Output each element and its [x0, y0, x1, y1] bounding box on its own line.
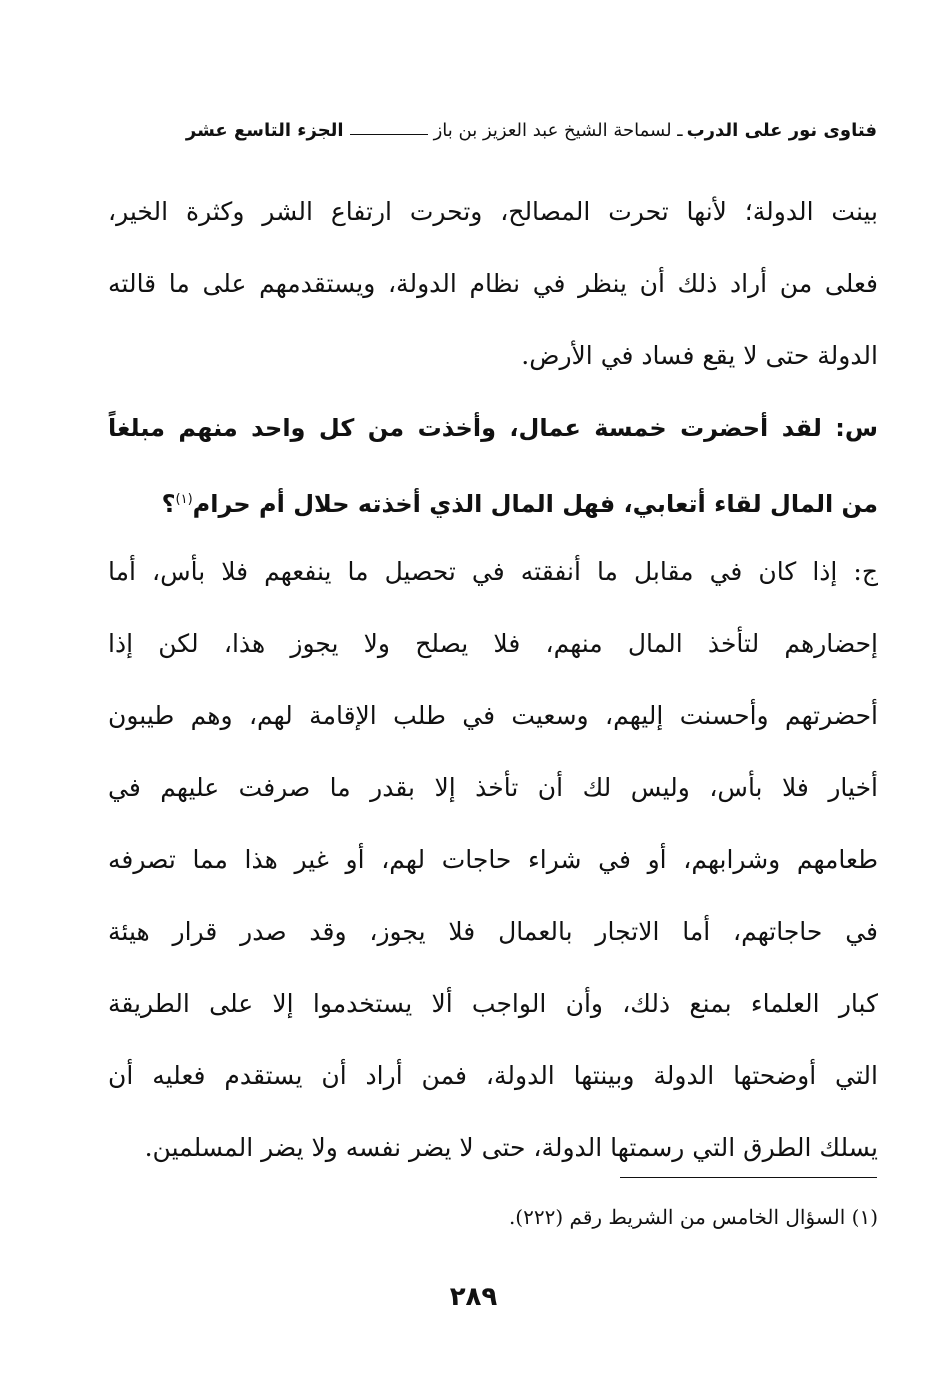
page-number: ٢٨٩ — [449, 1282, 498, 1312]
question-text: من المال لقاء أتعابي، فهل المال الذي أخذته حلال أم حرام — [192, 490, 878, 518]
answer-line: كبار العلماء بمنع ذلك، وأن الواجب ألا يستخدموا إلا على الطريقة — [108, 989, 878, 1018]
intro-line: فعلى من أراد ذلك أن ينظر في نظام الدولة، ويستقدمهم على ما قالته — [108, 269, 878, 298]
answer-line: ج: إذا كان في مقابل ما أنفقته في تحصيل ما ينفعهم فلا بأس، أما — [108, 557, 878, 586]
answer-line: إحضارهم لتأخذ المال منهم، فلا يصلح ولا يجوز هذا، لكن إذا — [108, 629, 878, 658]
header-divider — [350, 134, 428, 135]
answer-line: التي أوضحتها الدولة وبينتها الدولة، فمن أراد أن يستقدم فعليه أن — [108, 1061, 878, 1090]
footnote-reference: (١) — [175, 492, 193, 507]
question-mark: ؟ — [161, 490, 176, 518]
intro-line: الدولة حتى لا يقع فساد في الأرض. — [521, 341, 878, 370]
answer-line: يسلك الطرق التي رسمتها الدولة، حتى لا يضر نفسه ولا يضر المسلمين. — [144, 1133, 878, 1162]
footnote: (١) السؤال الخامس من الشريط رقم (٢٢٢). — [508, 1205, 878, 1229]
footnote-divider — [620, 1177, 877, 1178]
answer-line: أخيار فلا بأس، وليس لك أن تأخذ إلا بقدر ما صرفت عليهم في — [108, 773, 878, 802]
main-text — [108, 176, 878, 1184]
answer-line: طعامهم وشرابهم، أو في شراء حاجات لهم، أو غير هذا مما تصرفه — [108, 845, 878, 874]
author-name: ـ لسماحة الشيخ عبد العزيز بن باز — [433, 119, 683, 141]
answer-line: أحضرتهم وأحسنت إليهم، وسعيت في طلب الإقامة لهم، وهم طيبون — [108, 701, 878, 730]
question-line-final — [108, 464, 878, 536]
running-header — [110, 112, 877, 148]
book-title: فتاوى نور على الدرب — [686, 119, 877, 141]
question-line: س: لقد أحضرت خمسة عمال، وأخذت من كل واحد منهم مبلغاً — [108, 414, 878, 442]
volume-part: الجزء التاسع عشر — [185, 119, 344, 141]
intro-line: بينت الدولة؛ لأنها تحرت المصالح، وتحرت ارتفاع الشر وكثرة الخير، — [108, 197, 878, 226]
answer-line: في حاجاتهم، أما الاتجار بالعمال فلا يجوز، وقد صدر قرار هيئة — [108, 917, 878, 946]
